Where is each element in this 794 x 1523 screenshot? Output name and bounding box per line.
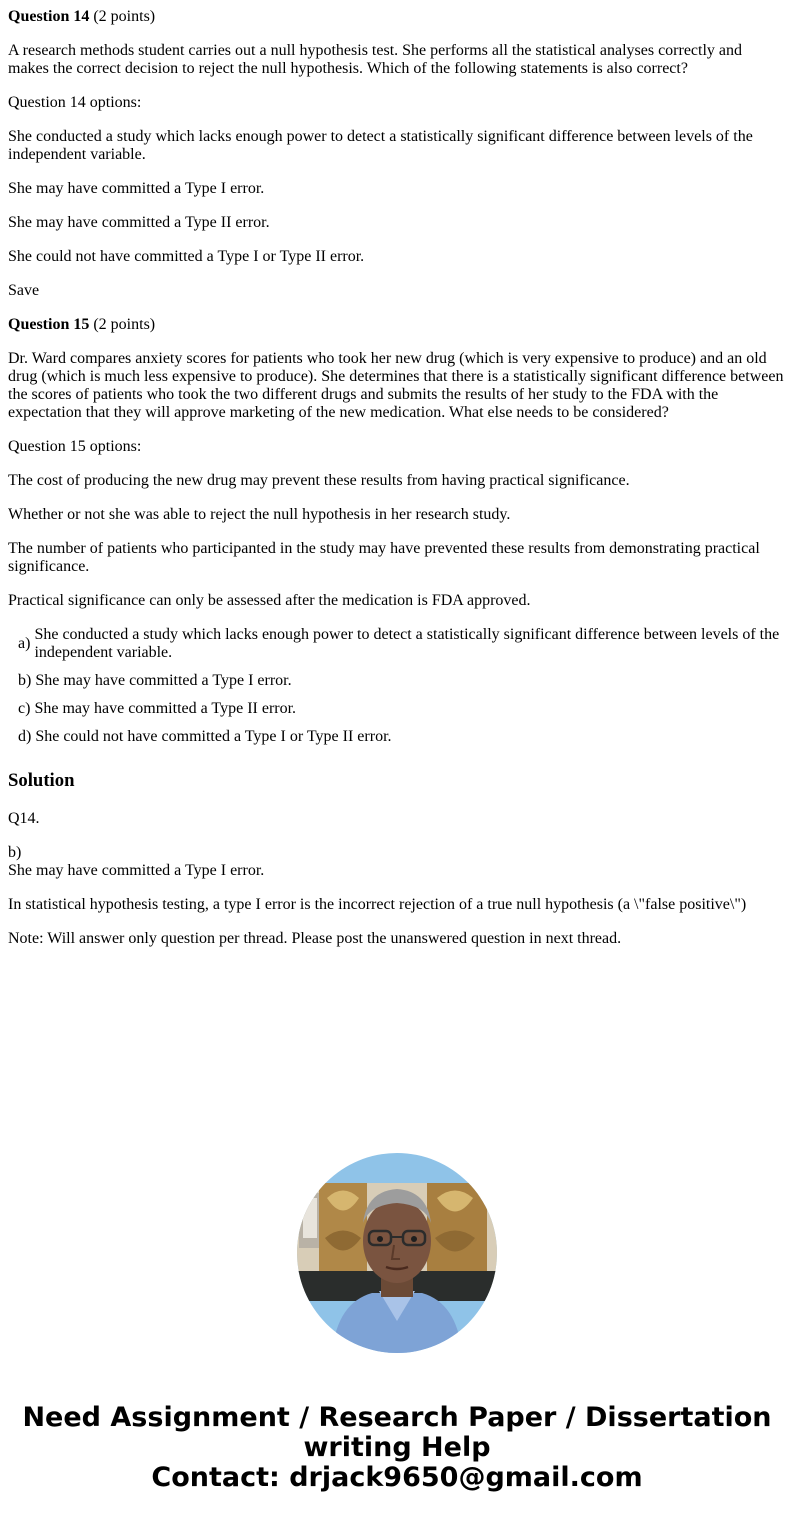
solution-note: Note: Will answer only question per thread. Please post the unanswered question in next thread. [8,930,622,947]
save-button[interactable]: Save [8,282,40,299]
solution-answer [8,844,786,880]
choice-item [18,728,786,746]
promo-contact[interactable]: Contact: drjack9650@gmail.com [151,1462,643,1493]
question-15-label: Question 15 [8,316,90,333]
choice-item [18,700,786,718]
question-15-points: (2 points) [93,316,156,333]
choice-item [18,672,786,690]
choice-letter: c) [18,700,31,717]
solution-explanation: In statistical hypothesis testing, a type I error is the incorrect rejection of a true null hypothesis (a \"false positive\") [8,896,747,913]
choice-item [18,626,786,662]
question-14-options-label: Question 14 options: [8,94,142,111]
choices-list [8,626,786,746]
question-15-option[interactable]: The cost of producing the new drug may prevent these results from having practical significance. [8,472,630,489]
question-14-label: Question 14 [8,8,90,25]
solution-heading: Solution [8,770,75,791]
choice-text: She conducted a study which lacks enough power to detect a statistically significant difference between levels of the independent variable. [34,626,780,661]
question-15-options-label: Question 15 options: [8,438,142,455]
avatar [297,1153,497,1353]
question-15-option[interactable]: Practical significance can only be assessed after the medication is FDA approved. [8,592,531,609]
question-14-option[interactable]: She may have committed a Type II error. [8,214,270,231]
promo-line: Need Assignment / Research Paper / Dissertation [22,1402,772,1433]
promo-line: writing Help [303,1432,491,1463]
solution-answer-letter: b) [8,844,22,861]
question-15-option[interactable]: The number of patients who participanted in the study may have prevented these results from demonstrating practical significance. [8,540,760,575]
question-14-title [8,8,786,26]
choice-text: She may have committed a Type I error. [35,672,292,689]
question-14-option[interactable]: She could not have committed a Type I or Type II error. [8,248,365,265]
question-15-title [8,316,786,334]
document-content [8,8,786,964]
question-14-text: A research methods student carries out a null hypothesis test. She performs all the statistical analyses correctly and makes the correct decision to reject the null hypothesis. Which of the following statements is also correct? [8,42,743,77]
choice-letter: d) [18,728,32,745]
choice-text: She may have committed a Type II error. [34,700,297,717]
choice-letter: a) [18,635,31,652]
question-15-option[interactable]: Whether or not she was able to reject the null hypothesis in her research study. [8,506,511,523]
avatar-portrait-icon [297,1153,497,1353]
choice-letter: b) [18,672,32,689]
choice-text: She could not have committed a Type I or Type II error. [35,728,392,745]
solution-question-ref: Q14. [8,810,40,827]
question-15-text: Dr. Ward compares anxiety scores for patients who took her new drug (which is very expensive to produce) and an old drug (which is much less expensive to produce). She determines that there is a statistically significant difference between the scores of patients who took the two different drugs and submits the results of her study to the FDA with the expectation that they will approve marketing of the new medication. What else needs to be considered? [8,350,784,421]
question-14-option[interactable]: She conducted a study which lacks enough power to detect a statistically significant difference between levels of the independent variable. [8,128,753,163]
promo-banner [0,1403,794,1493]
question-14-points: (2 points) [93,8,156,25]
question-14-option[interactable]: She may have committed a Type I error. [8,180,265,197]
solution-answer-text: She may have committed a Type I error. [8,862,265,879]
